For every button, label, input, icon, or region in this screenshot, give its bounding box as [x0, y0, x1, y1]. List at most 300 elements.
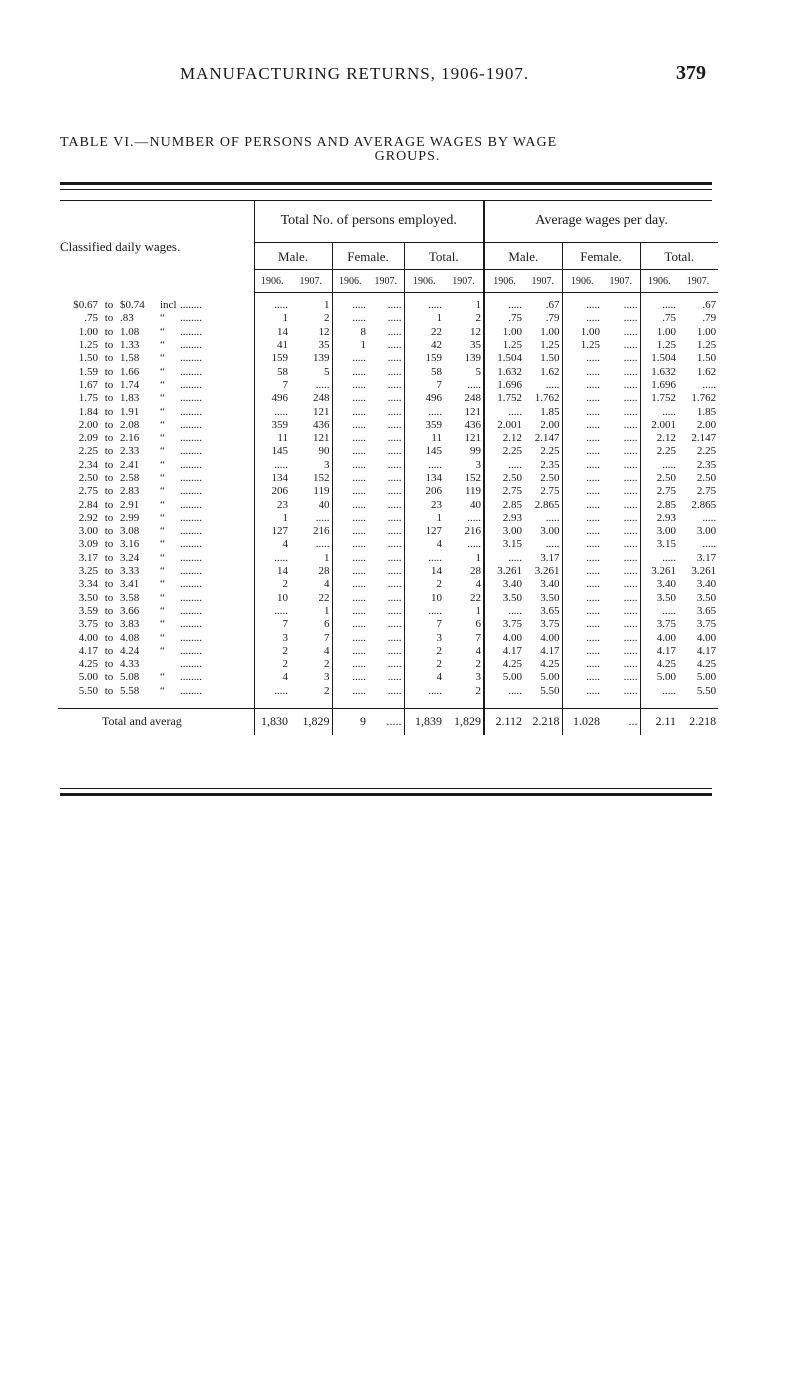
wage-class-to: to	[104, 458, 114, 471]
table-cell: 3.15	[484, 538, 524, 551]
wage-class-cell	[58, 618, 254, 631]
wage-class-mark: “	[160, 392, 165, 405]
wage-class-mark: “	[160, 498, 165, 511]
table-cell: 152	[464, 472, 482, 484]
table-cell: 2.147	[691, 432, 717, 445]
wage-class-high: 1.33	[120, 339, 140, 352]
wage-class-leader: ........	[180, 405, 202, 418]
table-cell: .....	[404, 405, 444, 418]
table-cell: 1.50	[696, 352, 717, 365]
wage-class-cell	[58, 552, 254, 565]
table-cell: .....	[254, 605, 290, 618]
table-row	[58, 339, 718, 352]
table-cell: 4	[254, 671, 290, 684]
table-cell: 496	[254, 392, 290, 405]
wage-class-leader: ........	[180, 458, 202, 471]
table-cell: .....	[315, 538, 330, 551]
table-cell: 3	[475, 671, 482, 684]
table-cell: 99	[470, 445, 482, 458]
table-cell: 127	[404, 525, 444, 538]
table-cell: 3	[254, 631, 290, 644]
wage-class-to: to	[104, 392, 114, 405]
table-cell: 206	[254, 485, 290, 498]
table-cell: 1.25	[640, 339, 678, 352]
table-cell: .....	[387, 472, 402, 484]
table-cell: 14	[404, 565, 444, 578]
table-cell: 4	[475, 578, 482, 591]
wage-class-leader: ........	[180, 658, 202, 671]
table-cell: .....	[562, 472, 602, 485]
wage-class-leader: ........	[180, 472, 202, 484]
table-row	[58, 525, 718, 538]
table-cell: .....	[387, 339, 402, 352]
table-cell: 3	[324, 671, 330, 684]
table-cell: 1.85	[696, 405, 717, 418]
wage-class-low: 2.09	[78, 432, 98, 445]
table-cell: .....	[467, 378, 482, 391]
wage-class-to: to	[104, 445, 114, 458]
wage-class-cell	[58, 578, 254, 591]
table-cell: 1	[254, 512, 290, 525]
wage-class-low: 4.17	[78, 644, 98, 657]
wage-class-mark: “	[160, 525, 165, 538]
year-header: 1906.	[254, 270, 290, 293]
table-cell: 119	[313, 485, 330, 498]
table-cell: .....	[387, 352, 402, 365]
table-cell: .....	[387, 551, 402, 564]
table-cell: .....	[404, 293, 444, 313]
table-cell: .....	[562, 312, 602, 325]
table-cell: .....	[562, 392, 602, 405]
table-cell: 1	[254, 312, 290, 325]
table-cell: .....	[623, 604, 638, 617]
table-cell: .....	[332, 405, 368, 418]
wage-class-mark: “	[160, 472, 165, 484]
table-cell: .....	[332, 365, 368, 378]
wage-class-to: to	[104, 525, 114, 538]
wage-class-low: 3.25	[78, 565, 98, 578]
table-cell: 216	[313, 525, 330, 538]
wage-class-mark: “	[160, 365, 165, 378]
wage-class-leader: ........	[180, 418, 202, 431]
table-cell: .....	[623, 352, 638, 365]
year-header: 1906.	[332, 270, 368, 293]
top-rule-thin	[60, 189, 712, 190]
table-cell: .....	[387, 378, 402, 391]
wage-class-low: 2.25	[78, 445, 98, 458]
table-cell: 119	[464, 485, 482, 498]
table-cell: 10	[254, 592, 290, 605]
table-cell: 3.261	[484, 565, 524, 578]
table-cell: .....	[623, 658, 638, 671]
table-cell: 35	[318, 339, 330, 352]
table-cell: 6	[324, 618, 330, 631]
table-cell: .....	[640, 552, 678, 565]
table-cell: .....	[387, 618, 402, 631]
table-row	[58, 365, 718, 378]
table-cell: 4.25	[484, 658, 524, 671]
table-cell: 2.865	[691, 498, 717, 511]
table-row	[58, 312, 718, 325]
table-cell: 5.00	[640, 671, 678, 684]
wage-class-mark: “	[160, 418, 165, 431]
table-cell: 5	[324, 365, 330, 378]
wage-class-high: 2.58	[120, 472, 140, 484]
wage-class-cell	[58, 565, 254, 578]
wage-class-high: 1.58	[120, 352, 140, 365]
table-cell: 4	[324, 578, 330, 591]
table-cell: 121	[313, 405, 330, 418]
table-cell: 2.12	[484, 432, 524, 445]
wage-class-mark: “	[160, 458, 165, 471]
table-cell: .....	[484, 405, 524, 418]
subheader-wages-female: Female.	[562, 243, 640, 270]
wage-class-high: 3.83	[120, 618, 140, 631]
wage-class-cell	[58, 326, 254, 339]
wage-class-leader: ........	[180, 671, 202, 684]
table-cell: 2.00	[540, 418, 560, 431]
table-cell: 8	[332, 326, 368, 339]
total-cell: 2.218	[678, 708, 718, 735]
wage-class-leader: ........	[180, 485, 202, 498]
table-cell: 40	[318, 498, 330, 511]
table-cell: 4.17	[540, 644, 560, 657]
wage-class-low: 1.50	[78, 352, 98, 365]
table-cell: .....	[332, 538, 368, 551]
wage-class-mark: “	[160, 671, 165, 684]
wage-class-high: 4.24	[120, 644, 140, 657]
table-cell: 5.00	[696, 671, 717, 684]
wage-class-to: to	[104, 671, 114, 684]
wage-class-leader: ........	[180, 445, 202, 458]
table-cell: 4.17	[484, 645, 524, 658]
table-cell: 1	[475, 551, 482, 564]
wage-class-low: 1.84	[78, 405, 98, 418]
table-cell: 1	[404, 312, 444, 325]
table-cell: 1.00	[540, 325, 560, 338]
table-cell: 2	[254, 578, 290, 591]
table-caption	[60, 136, 715, 164]
table-cell: .....	[332, 432, 368, 445]
table-cell: 58	[254, 365, 290, 378]
wage-class-leader: ........	[180, 325, 202, 338]
table-cell: .....	[254, 293, 290, 313]
table-cell: .....	[562, 379, 602, 392]
table-cell: 436	[313, 418, 330, 431]
wage-class-to: to	[104, 644, 114, 657]
table-cell: 3.75	[484, 618, 524, 631]
wage-class-low: 3.59	[78, 604, 98, 617]
table-cell: 90	[318, 445, 330, 458]
table-cell: .....	[623, 684, 638, 697]
wage-class-high: $0.74	[120, 298, 145, 311]
wage-class-cell	[58, 405, 254, 418]
wage-class-leader: ........	[180, 511, 202, 524]
table-cell: .....	[387, 525, 402, 538]
table-cell: 248	[313, 392, 330, 405]
wage-class-leader: ........	[180, 618, 202, 631]
table-cell: .....	[623, 299, 638, 312]
table-cell: 2	[404, 645, 444, 658]
table-cell: .....	[332, 525, 368, 538]
table-cell: 3.00	[540, 525, 560, 538]
table-row	[58, 578, 718, 591]
total-cell: 2.11	[640, 708, 678, 735]
wage-class-high: 2.16	[120, 432, 140, 445]
table-cell: 4.25	[540, 658, 560, 671]
wage-class-high: 1.66	[120, 365, 140, 378]
table-caption-line2: GROUPS.	[374, 149, 441, 164]
wage-class-high: 1.91	[120, 405, 140, 418]
table-cell: .....	[545, 511, 560, 524]
table-cell: 1	[475, 604, 482, 617]
bottom-rule-thin	[60, 788, 712, 789]
wage-class-mark: “	[160, 604, 165, 617]
table-row	[58, 618, 718, 631]
table-cell: 2.001	[640, 419, 678, 432]
table-cell: 134	[254, 472, 290, 485]
wage-class-cell	[58, 538, 254, 551]
wage-class-mark: “	[160, 352, 165, 365]
wage-class-high: 4.08	[120, 631, 140, 644]
table-cell: 2	[475, 684, 482, 697]
wage-class-to: to	[104, 538, 114, 551]
table-cell: 4.00	[484, 631, 524, 644]
wage-class-high: 2.99	[120, 511, 140, 524]
table-cell: .....	[623, 392, 638, 405]
table-cell: .....	[562, 605, 602, 618]
wage-class-cell	[58, 592, 254, 605]
table-cell: .....	[562, 671, 602, 684]
wage-class-leader: ........	[180, 392, 202, 405]
table-cell: .....	[467, 538, 482, 551]
table-cell: .....	[404, 685, 444, 709]
table-cell: .....	[640, 685, 678, 709]
wage-class-leader: ........	[180, 591, 202, 604]
table-cell: .....	[387, 498, 402, 511]
table-row	[58, 485, 718, 498]
table-cell: .....	[562, 538, 602, 551]
table-cell: 2.75	[696, 485, 717, 498]
wage-class-to: to	[104, 684, 114, 697]
wage-class-mark: “	[160, 511, 165, 524]
table-cell: 3.50	[696, 591, 717, 604]
wage-class-high: 3.16	[120, 538, 140, 551]
table-cell: 42	[404, 339, 444, 352]
table-cell: .....	[387, 578, 402, 591]
table-row	[58, 405, 718, 418]
year-header: 1906.	[562, 270, 602, 293]
wage-class-to: to	[104, 472, 114, 484]
wage-class-to: to	[104, 591, 114, 604]
table-cell: .....	[562, 498, 602, 511]
wage-class-high: 4.33	[120, 658, 140, 671]
wage-class-cell	[58, 419, 254, 432]
table-cell: .....	[332, 485, 368, 498]
wage-class-leader: ........	[180, 631, 202, 644]
wage-class-mark: “	[160, 378, 165, 391]
table-cell: 2.25	[540, 445, 560, 458]
wage-class-cell	[58, 645, 254, 658]
table-cell: 1.25	[696, 339, 717, 352]
wage-class-high: 3.08	[120, 525, 140, 538]
table-cell: 2	[475, 658, 482, 671]
table-cell: 1	[324, 604, 330, 617]
total-cell: 1,839	[404, 708, 444, 735]
total-row-label: Total and averag	[58, 708, 254, 735]
table-cell: 23	[404, 498, 444, 511]
wage-class-mark: “	[160, 618, 165, 631]
wage-class-high: 2.41	[120, 458, 140, 471]
table-cell: .....	[562, 618, 602, 631]
table-cell: 2	[324, 684, 330, 697]
year-header: 1907.	[602, 270, 640, 293]
table-cell: 134	[404, 472, 444, 485]
table-cell: 3	[475, 458, 482, 471]
table-cell: .....	[332, 379, 368, 392]
wage-class-low: 2.34	[78, 458, 98, 471]
table-cell: 2.865	[534, 498, 560, 511]
table-row	[58, 565, 718, 578]
table-cell: .....	[332, 671, 368, 684]
table-cell: 7	[254, 379, 290, 392]
table-row	[58, 592, 718, 605]
table-cell: .....	[562, 525, 602, 538]
table-cell: 7	[404, 379, 444, 392]
table-cell: 145	[404, 445, 444, 458]
wage-class-leader: ........	[180, 525, 202, 538]
table-cell: 1.25	[562, 339, 602, 352]
table-cell: .....	[332, 618, 368, 631]
table-cell: 4.17	[640, 645, 678, 658]
wage-class-cell	[58, 459, 254, 472]
table-cell: 1.00	[640, 326, 678, 339]
table-cell: .....	[623, 378, 638, 391]
table-cell: 1.632	[640, 365, 678, 378]
wage-class-high: 3.33	[120, 565, 140, 578]
wage-class-mark: “	[160, 405, 165, 418]
year-header: 1906.	[640, 270, 678, 293]
wage-class-cell	[58, 365, 254, 378]
table-cell: .....	[623, 365, 638, 378]
table-cell: 5.00	[540, 671, 560, 684]
table-cell: 12	[318, 325, 330, 338]
table-cell: 3.40	[540, 578, 560, 591]
wage-class-high: 2.83	[120, 485, 140, 498]
year-header: 1907.	[368, 270, 404, 293]
table-cell: 3.75	[640, 618, 678, 631]
year-header: 1907.	[444, 270, 484, 293]
table-cell: 22	[404, 326, 444, 339]
wage-class-leader: ........	[180, 538, 202, 551]
wage-class-cell	[58, 631, 254, 644]
wage-class-low: 3.75	[78, 618, 98, 631]
bottom-rule-heavy	[60, 793, 712, 796]
wage-class-to: to	[104, 604, 114, 617]
table-cell: 2.93	[484, 512, 524, 525]
wage-class-low: 3.09	[78, 538, 98, 551]
wage-class-to: to	[104, 365, 114, 378]
wage-class-to: to	[104, 658, 114, 671]
wage-class-leader: ........	[180, 339, 202, 352]
group-header-persons: Total No. of persons employed.	[254, 200, 484, 243]
table-cell: .....	[623, 644, 638, 657]
wage-class-low: 3.34	[78, 578, 98, 591]
table-cell: .79	[702, 312, 717, 325]
subheader-wages-total: Total.	[640, 243, 718, 270]
table-cell: 139	[313, 352, 330, 365]
wage-class-mark: “	[160, 565, 165, 578]
table-cell: .....	[562, 592, 602, 605]
wage-class-cell	[58, 472, 254, 485]
table-cell: 3.261	[534, 565, 560, 578]
table-cell: .....	[387, 365, 402, 378]
table-row	[58, 352, 718, 365]
table-cell: .....	[562, 293, 602, 313]
table-cell: 2	[404, 578, 444, 591]
table-row	[58, 419, 718, 432]
table-cell: .....	[623, 458, 638, 471]
table-cell: 2.50	[640, 472, 678, 485]
table-cell: 3.75	[696, 618, 717, 631]
table-cell: 3.15	[640, 538, 678, 551]
wage-class-low: $0.67	[73, 298, 98, 311]
wage-class-low: 3.17	[78, 551, 98, 564]
table-cell: .....	[404, 459, 444, 472]
wage-class-mark: “	[160, 445, 165, 458]
table-cell: .....	[387, 591, 402, 604]
wage-class-low: 3.50	[78, 591, 98, 604]
wage-class-to: to	[104, 565, 114, 578]
table-cell: 152	[313, 472, 330, 484]
wage-class-to: to	[104, 298, 114, 311]
table-cell: 1.762	[534, 392, 560, 405]
table-cell: .....	[545, 538, 560, 551]
wage-class-high: 3.41	[120, 578, 140, 591]
table-cell: 127	[254, 525, 290, 538]
table-cell: 121	[464, 432, 482, 445]
table-cell: .....	[387, 644, 402, 657]
table-row	[58, 326, 718, 339]
table-cell: 3.75	[540, 618, 560, 631]
table-caption-line1: TABLE VI.—NUMBER OF PERSONS AND AVERAGE WAGES BY WAGE	[60, 135, 558, 150]
wage-class-to: to	[104, 418, 114, 431]
table-cell: 1.25	[540, 339, 560, 352]
table-cell: 2.50	[484, 472, 524, 485]
table-cell: 3.65	[540, 604, 560, 617]
table-cell: .....	[702, 538, 717, 551]
wage-class-cell	[58, 445, 254, 458]
table-cell: 40	[470, 498, 482, 511]
wage-class-high: 2.33	[120, 445, 140, 458]
wage-class-cell	[58, 392, 254, 405]
table-cell: .....	[484, 685, 524, 709]
subheader-persons-female: Female.	[332, 243, 404, 270]
wage-class-high: 1.74	[120, 378, 140, 391]
table-cell: 3.50	[640, 592, 678, 605]
table-row	[58, 472, 718, 485]
table-cell: .....	[484, 605, 524, 618]
table-cell: 2.001	[484, 419, 524, 432]
wage-class-to: to	[104, 551, 114, 564]
wage-class-leader: ........	[180, 604, 202, 617]
wage-class-cell	[58, 352, 254, 365]
table-row	[58, 293, 718, 313]
table-cell: .....	[562, 445, 602, 458]
total-cell: 1.028	[562, 708, 602, 735]
table-cell: .....	[387, 631, 402, 644]
year-header: 1907.	[524, 270, 562, 293]
